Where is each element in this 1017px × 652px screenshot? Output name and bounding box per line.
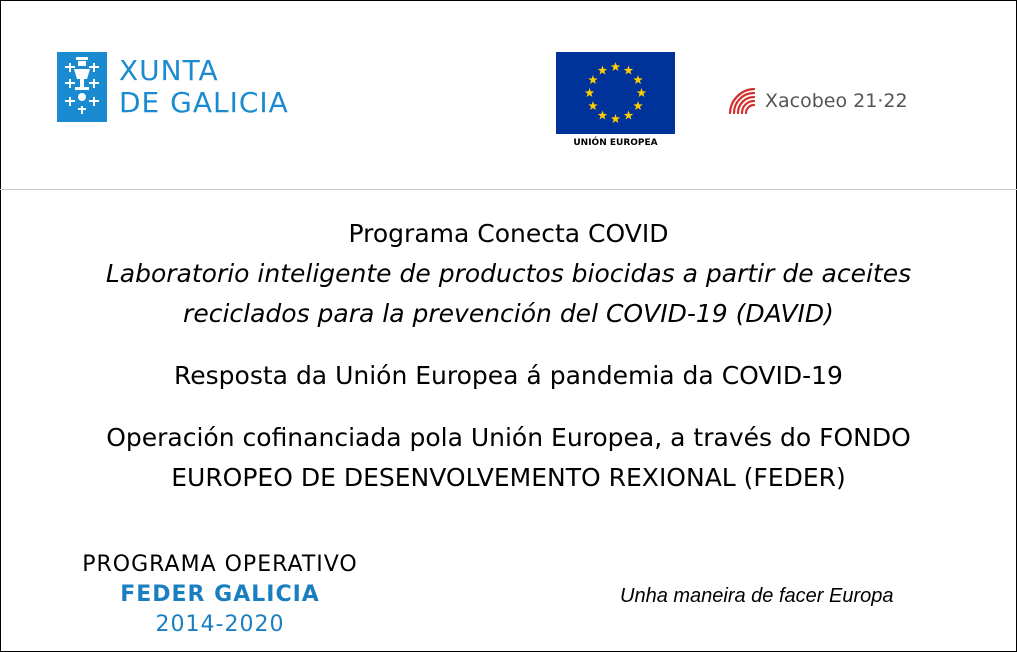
cofinance-line1: Operación cofinanciada pola Unión Europea, a través do FONDO [106, 423, 911, 452]
project-title-line2: reciclados para la prevención del COVID-19 (DAVID) [183, 299, 834, 328]
eu-motto: Unha maneira de facer Europa [620, 585, 894, 607]
eu-flag-icon [556, 52, 675, 134]
xacobeo-label: Xacobeo 21·22 [765, 90, 908, 112]
response-line: Resposta da Unión Europea á pandemia da COVID-19 [174, 361, 843, 390]
eu-logo [556, 52, 675, 154]
xacobeo-logo [725, 84, 908, 118]
program-title: Programa Conecta COVID [348, 219, 669, 248]
xunta-wordmark [119, 55, 289, 119]
scallop-shell-icon [725, 84, 759, 118]
project-title-line1: Laboratorio inteligente de productos biocidas a partir de aceites [105, 259, 912, 288]
xunta-line2: DE GALICIA [119, 86, 289, 119]
program-line2: FEDER GALICIA [120, 582, 320, 607]
cofinance-line2: EUROPEO DE DESENVOLVEMENTO REXIONAL (FEDER) [171, 463, 846, 492]
main-text-block [0, 214, 1017, 498]
feder-program-logo [55, 550, 385, 640]
eu-label: UNIÓN EUROPEA [573, 138, 658, 148]
galicia-coat-of-arms-icon [57, 52, 107, 122]
program-line1: PROGRAMA OPERATIVO [82, 552, 358, 577]
header-divider [0, 189, 1017, 190]
xunta-logo [57, 52, 289, 122]
xunta-line1: XUNTA [119, 54, 219, 87]
program-line3: 2014-2020 [155, 612, 285, 637]
